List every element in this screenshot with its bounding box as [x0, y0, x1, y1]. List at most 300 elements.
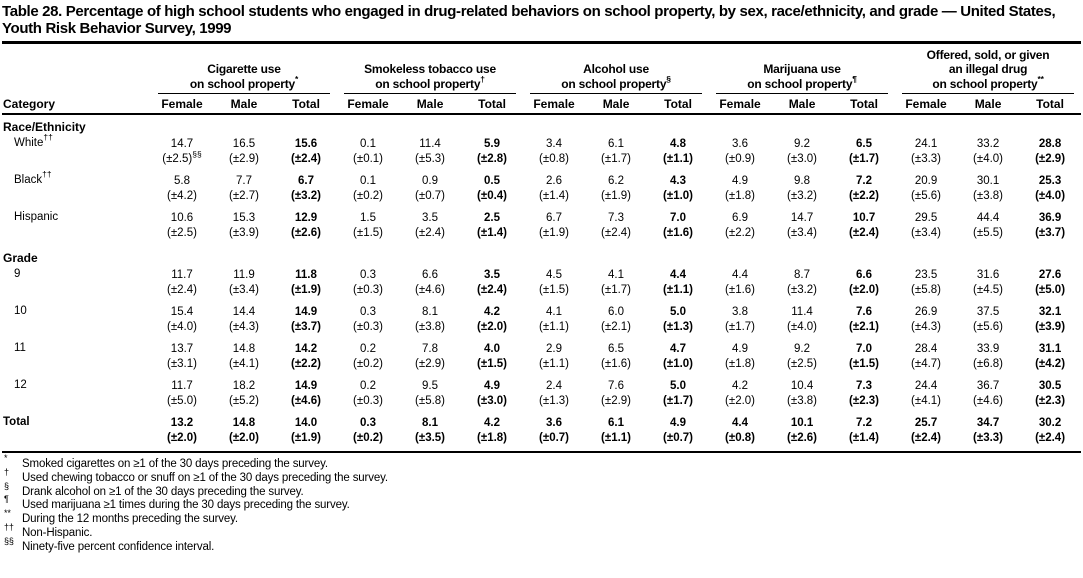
- sex-column-header: Male: [771, 94, 833, 114]
- cell-value: 14.7: [170, 137, 194, 150]
- sex-column-header: Male: [585, 94, 647, 114]
- cell-value: 4.2: [484, 416, 501, 429]
- cell-confidence-interval: (±5.6): [973, 321, 1004, 334]
- cell-confidence-interval: (±2.9): [229, 153, 259, 166]
- group-label-line: on school property**: [932, 73, 1044, 91]
- value-cell: [833, 266, 895, 303]
- cell-confidence-interval: (±2.1): [601, 321, 632, 334]
- value-cell: [709, 135, 771, 172]
- cell-confidence-interval: (±1.7): [849, 153, 880, 166]
- cell-confidence-interval: (±0.8): [725, 432, 756, 445]
- cell-value: 15.4: [170, 305, 194, 318]
- cell-value: 2.5: [484, 211, 501, 224]
- value-cell: [957, 414, 1019, 452]
- value-cell: [771, 303, 833, 340]
- footnote: ¶ Used marijuana ≥1 times during the 30 days preceding the survey.: [4, 494, 350, 512]
- column-group-label: [902, 48, 1074, 94]
- cell-value: 0.3: [360, 305, 377, 318]
- value-cell: [709, 414, 771, 452]
- cell-confidence-interval: (±1.3): [663, 321, 694, 334]
- value-cell: [275, 377, 337, 414]
- footnote: † Used chewing tobacco or snuff on ≥1 of the 30 days preceding the survey.: [4, 466, 388, 484]
- cell-value: 7.8: [422, 342, 439, 355]
- cell-value: 12.9: [294, 211, 318, 224]
- category-column-header: Category: [2, 46, 151, 114]
- value-cell: [275, 266, 337, 303]
- value-cell: [647, 414, 709, 452]
- value-cell: [709, 266, 771, 303]
- value-cell: [337, 303, 399, 340]
- cell-confidence-interval: (±2.0): [229, 432, 259, 445]
- cell-value: 7.0: [856, 342, 873, 355]
- cell-value: 36.9: [1038, 211, 1062, 224]
- row-category: 11: [14, 341, 26, 354]
- footnote: †† Non-Hispanic.: [4, 521, 93, 539]
- column-group-header: [709, 46, 895, 94]
- group-label-line: Marijuana use: [763, 62, 841, 77]
- value-cell: [709, 377, 771, 414]
- cell-confidence-interval: (±2.5): [787, 358, 818, 371]
- cell-value: 10.7: [852, 211, 876, 224]
- value-cell: [399, 340, 461, 377]
- cell-confidence-interval: (±3.0): [477, 395, 508, 408]
- row-category: Hispanic: [14, 210, 59, 223]
- sex-column-header: Male: [213, 94, 275, 114]
- cell-value: 4.2: [732, 379, 749, 392]
- cell-confidence-interval: (±1.6): [725, 284, 756, 297]
- value-cell: [895, 135, 957, 172]
- cell-value: 6.5: [608, 342, 625, 355]
- value-cell: [151, 209, 213, 246]
- cell-confidence-interval: (±2.0): [167, 432, 197, 445]
- value-cell: [337, 266, 399, 303]
- cell-value: 3.6: [732, 137, 749, 150]
- cell-value: 6.7: [546, 211, 563, 224]
- section-heading: Grade: [3, 250, 38, 265]
- value-cell: [337, 377, 399, 414]
- footnote-text: Ninety-five percent confidence interval.: [22, 540, 215, 553]
- sex-column-header: Female: [337, 94, 399, 114]
- value-cell: [771, 377, 833, 414]
- cell-value: 7.6: [608, 379, 625, 392]
- cell-value: 4.4: [732, 268, 749, 281]
- value-cell: [771, 414, 833, 452]
- value-cell: [523, 266, 585, 303]
- value-cell: [151, 414, 213, 452]
- cell-confidence-interval: (±3.9): [1035, 321, 1066, 334]
- group-label-line: on school property*: [189, 73, 299, 91]
- value-cell: [1019, 266, 1081, 303]
- cell-value: 4.7: [670, 342, 687, 355]
- value-cell: [151, 340, 213, 377]
- group-label-line: an illegal drug: [948, 62, 1028, 77]
- cell-value: 4.1: [608, 268, 625, 281]
- cell-confidence-interval: (±2.4): [1035, 432, 1066, 445]
- cell-value: 13.2: [170, 416, 194, 429]
- column-group-header: [895, 46, 1081, 94]
- cell-confidence-interval: (±5.8): [911, 284, 942, 297]
- value-cell: [213, 414, 275, 452]
- value-cell: [461, 266, 523, 303]
- cell-confidence-interval: (±1.6): [601, 358, 632, 371]
- cell-confidence-interval: (±3.2): [291, 190, 321, 203]
- value-cell: [895, 414, 957, 452]
- row-category: Black††: [14, 169, 52, 186]
- cell-confidence-interval: (±1.8): [725, 358, 756, 371]
- table-header: [2, 46, 1081, 114]
- cell-confidence-interval: (±1.7): [725, 321, 756, 334]
- cell-value: 9.2: [794, 137, 811, 150]
- footnote-marker: §: [666, 73, 671, 84]
- cell-confidence-interval: (±2.2): [725, 227, 756, 240]
- cell-value: 27.6: [1038, 268, 1062, 281]
- table-body: [2, 114, 1081, 452]
- value-cell: [399, 172, 461, 209]
- column-group-label: [344, 62, 516, 94]
- cell-value: 33.9: [976, 342, 1000, 355]
- value-cell: [213, 135, 275, 172]
- cell-value: 6.1: [608, 137, 625, 150]
- section-heading: Race/Ethnicity: [3, 119, 86, 134]
- cell-value: 4.9: [484, 379, 501, 392]
- group-label-line: on school property§: [561, 73, 671, 91]
- value-cell: [1019, 377, 1081, 414]
- cell-value: 26.9: [914, 305, 938, 318]
- cell-value: 25.3: [1038, 174, 1062, 187]
- footnote-text: Smoked cigarettes on ≥1 of the 30 days preceding the survey.: [22, 457, 328, 470]
- section-row: [2, 114, 1081, 135]
- table-row: [2, 172, 1081, 209]
- cell-value: 33.2: [976, 137, 1000, 150]
- cell-value: 5.0: [670, 305, 687, 318]
- value-cell: [461, 303, 523, 340]
- cell-value: 24.4: [914, 379, 938, 392]
- value-cell: [275, 135, 337, 172]
- cell-confidence-interval: (±1.8): [725, 190, 756, 203]
- footnote-marker: ††: [42, 169, 52, 180]
- cell-confidence-interval: (±1.4): [477, 227, 508, 240]
- value-cell: [771, 135, 833, 172]
- cell-value: 0.3: [360, 416, 377, 429]
- cell-value: 11.4: [419, 137, 441, 150]
- row-category: 12: [14, 378, 27, 391]
- footnote-marker: **: [1037, 73, 1044, 84]
- cell-confidence-interval: (±1.5): [353, 227, 384, 240]
- cell-confidence-interval: (±1.1): [663, 153, 694, 166]
- table-title: Table 28. Percentage of high school students who engaged in drug-related behaviors on school property, by sex, race/ethnicity, and grade — United States, Youth Risk Behavior Survey, 1999: [2, 3, 1081, 44]
- cell-confidence-interval: (±4.7): [911, 358, 942, 371]
- cell-value: 37.5: [976, 305, 1000, 318]
- cell-confidence-interval: (±0.8): [539, 153, 570, 166]
- value-cell: [833, 377, 895, 414]
- sex-column-header: Total: [461, 94, 523, 114]
- value-cell: [213, 303, 275, 340]
- cell-confidence-interval: (±4.0): [167, 321, 197, 334]
- value-cell: [585, 266, 647, 303]
- cell-confidence-interval: (±2.0): [725, 395, 756, 408]
- cell-value: 5.0: [670, 379, 687, 392]
- column-group-label: [716, 62, 888, 94]
- cell-confidence-interval: (±2.5): [167, 227, 197, 240]
- cell-confidence-interval: (±1.8): [477, 432, 508, 445]
- cell-confidence-interval: (±2.7): [229, 190, 259, 203]
- cell-value: 4.0: [484, 342, 501, 355]
- cell-confidence-interval: (±0.7): [539, 432, 570, 445]
- row-category: Total: [3, 415, 30, 428]
- value-cell: [399, 209, 461, 246]
- cell-value: 7.7: [236, 174, 252, 187]
- cell-confidence-interval: (±4.3): [911, 321, 942, 334]
- cell-value: 8.1: [422, 305, 439, 318]
- section-row: [2, 246, 1081, 266]
- cell-value: 3.8: [732, 305, 749, 318]
- value-cell: [833, 172, 895, 209]
- cell-value: 15.3: [232, 211, 256, 224]
- cell-confidence-interval: (±4.1): [911, 395, 942, 408]
- cell-confidence-interval: (±5.8): [415, 395, 446, 408]
- value-cell: [895, 303, 957, 340]
- value-cell: [399, 266, 461, 303]
- cell-value: 5.8: [174, 174, 190, 187]
- sex-column-header: Male: [957, 94, 1019, 114]
- cell-value: 14.0: [294, 416, 318, 429]
- value-cell: [337, 172, 399, 209]
- value-cell: [647, 209, 709, 246]
- cell-value: 10.1: [790, 416, 814, 429]
- value-cell: [1019, 172, 1081, 209]
- cell-value: 4.4: [670, 268, 687, 281]
- value-cell: [1019, 340, 1081, 377]
- cell-confidence-interval: (±1.0): [663, 190, 694, 203]
- cell-confidence-interval: (±4.0): [787, 321, 818, 334]
- table-row: [2, 303, 1081, 340]
- cell-confidence-interval: (±4.0): [973, 153, 1004, 166]
- cell-confidence-interval: (±2.1): [849, 321, 880, 334]
- cell-confidence-interval: (±4.1): [229, 358, 259, 371]
- cell-value: 18.2: [232, 379, 256, 392]
- cell-value: 31.6: [976, 268, 1000, 281]
- value-cell: [957, 135, 1019, 172]
- cell-value: 44.4: [976, 211, 1000, 224]
- cell-confidence-interval: (±2.4): [601, 227, 632, 240]
- value-cell: [957, 172, 1019, 209]
- cell-confidence-interval: (±1.0): [663, 358, 694, 371]
- cell-confidence-interval: (±0.7): [415, 190, 446, 203]
- value-cell: [895, 377, 957, 414]
- value-cell: [895, 340, 957, 377]
- cell-confidence-interval: (±2.4): [849, 227, 880, 240]
- value-cell: [833, 414, 895, 452]
- cell-confidence-interval: (±4.2): [1035, 358, 1066, 371]
- value-cell: [151, 172, 213, 209]
- cell-confidence-interval: (±2.8): [477, 153, 508, 166]
- cell-confidence-interval: (±6.8): [973, 358, 1004, 371]
- cell-value: 0.1: [360, 174, 377, 187]
- cell-confidence-interval: (±3.8): [973, 190, 1004, 203]
- cell-value: 24.1: [914, 137, 938, 150]
- cell-confidence-interval: (±5.5): [973, 227, 1004, 240]
- value-cell: [771, 266, 833, 303]
- cell-confidence-interval: (±4.2): [167, 190, 197, 203]
- cell-value: 4.3: [670, 174, 687, 187]
- cell-confidence-interval: (±0.3): [353, 321, 384, 334]
- cell-confidence-interval: (±1.1): [601, 432, 632, 445]
- value-cell: [647, 303, 709, 340]
- cell-confidence-interval: (±0.2): [353, 190, 384, 203]
- cell-value: 9.2: [794, 342, 811, 355]
- cell-value: 6.9: [732, 211, 749, 224]
- cell-confidence-interval: (±4.5): [973, 284, 1004, 297]
- cell-value: 13.7: [170, 342, 194, 355]
- value-cell: [647, 340, 709, 377]
- row-category: White††: [14, 132, 53, 149]
- value-cell: [709, 340, 771, 377]
- cell-confidence-interval: (±2.3): [849, 395, 880, 408]
- footnote-marker: ¶: [852, 73, 857, 84]
- cell-value: 7.3: [608, 211, 625, 224]
- value-cell: [895, 266, 957, 303]
- cell-confidence-interval: (±2.4): [911, 432, 942, 445]
- cell-confidence-interval: (±5.0): [167, 395, 197, 408]
- sex-column-header: Male: [399, 94, 461, 114]
- row-category: 9: [14, 267, 21, 280]
- value-cell: [1019, 135, 1081, 172]
- value-cell: [275, 340, 337, 377]
- cell-confidence-interval: (±2.0): [849, 284, 880, 297]
- value-cell: [399, 414, 461, 452]
- column-group-header: [337, 46, 523, 94]
- cell-value: 8.1: [422, 416, 439, 429]
- table-row: [2, 209, 1081, 246]
- cell-value: 10.6: [170, 211, 194, 224]
- cell-value: 7.6: [856, 305, 873, 318]
- cell-value: 7.0: [670, 211, 687, 224]
- value-cell: [585, 377, 647, 414]
- cell-value: 32.1: [1038, 305, 1062, 318]
- cell-value: 36.7: [976, 379, 1000, 392]
- cell-value: 3.6: [546, 416, 563, 429]
- value-cell: [957, 303, 1019, 340]
- cell-value: 3.5: [484, 268, 501, 281]
- cell-value: 14.7: [790, 211, 814, 224]
- value-cell: [399, 377, 461, 414]
- cell-confidence-interval: (±2.6): [787, 432, 818, 445]
- value-cell: [833, 209, 895, 246]
- cell-value: 4.2: [484, 305, 501, 318]
- cell-confidence-interval: (±0.4): [477, 190, 508, 203]
- value-cell: [399, 303, 461, 340]
- footnote-text: Used chewing tobacco or snuff on ≥1 of the 30 days preceding the survey.: [22, 471, 388, 484]
- value-cell: [275, 209, 337, 246]
- cell-confidence-interval: (±2.9): [601, 395, 632, 408]
- cell-confidence-interval: (±2.5)§§: [162, 148, 202, 166]
- cell-confidence-interval: (±3.0): [787, 153, 818, 166]
- sex-column-header: Female: [523, 94, 585, 114]
- cell-value: 10.4: [790, 379, 814, 392]
- cell-confidence-interval: (±0.2): [353, 432, 384, 445]
- value-cell: [461, 377, 523, 414]
- cell-value: 0.5: [484, 174, 501, 187]
- group-label-line: Alcohol use: [583, 62, 649, 77]
- cell-value: 14.4: [232, 305, 256, 318]
- cell-confidence-interval: (±2.3): [1035, 395, 1066, 408]
- value-cell: [213, 377, 275, 414]
- cell-value: 11.4: [791, 305, 813, 318]
- cell-value: 9.5: [422, 379, 439, 392]
- value-cell: [771, 209, 833, 246]
- cell-confidence-interval: (±4.6): [415, 284, 446, 297]
- table-row: [2, 377, 1081, 414]
- cell-confidence-interval: (±2.2): [291, 358, 321, 371]
- cell-value: 9.8: [794, 174, 811, 187]
- value-cell: [523, 377, 585, 414]
- footnote-text: Used marijuana ≥1 times during the 30 days preceding the survey.: [22, 499, 350, 512]
- value-cell: [461, 135, 523, 172]
- cell-confidence-interval: (±1.9): [291, 432, 321, 445]
- cell-value: 4.4: [732, 416, 749, 429]
- value-cell: [647, 135, 709, 172]
- cell-confidence-interval: (±1.6): [663, 227, 694, 240]
- cell-value: 4.9: [670, 416, 687, 429]
- cell-confidence-interval: (±2.4): [477, 284, 508, 297]
- footnote: §§ Ninety-five percent confidence interval.: [4, 535, 215, 553]
- group-label-line: Smokeless tobacco use: [364, 62, 496, 77]
- cell-value: 6.2: [608, 174, 625, 187]
- value-cell: [151, 135, 213, 172]
- cell-confidence-interval: (±1.1): [539, 358, 570, 371]
- cell-confidence-interval: (±3.3): [973, 432, 1004, 445]
- cell-confidence-interval: (±3.8): [787, 395, 818, 408]
- value-cell: [523, 303, 585, 340]
- cell-confidence-interval: (±4.0): [1035, 190, 1066, 203]
- cell-value: 11.7: [171, 268, 193, 281]
- value-cell: [709, 172, 771, 209]
- cell-value: 7.3: [856, 379, 873, 392]
- value-cell: [1019, 414, 1081, 452]
- data-table: [2, 46, 1081, 453]
- cell-value: 4.9: [732, 342, 749, 355]
- value-cell: [585, 414, 647, 452]
- cell-confidence-interval: (±2.4): [291, 153, 321, 166]
- cell-confidence-interval: (±3.7): [1035, 227, 1066, 240]
- group-label-line: on school property¶: [747, 73, 857, 91]
- cell-value: 0.2: [360, 342, 377, 355]
- cell-value: 7.2: [856, 174, 873, 187]
- cell-value: 20.9: [914, 174, 938, 187]
- cell-confidence-interval: (±2.9): [1035, 153, 1066, 166]
- cell-confidence-interval: (±1.4): [539, 190, 570, 203]
- cell-confidence-interval: (±5.0): [1035, 284, 1066, 297]
- group-label-line: on school property†: [375, 73, 485, 91]
- footnote-marker: ††: [43, 132, 53, 143]
- value-cell: [957, 340, 1019, 377]
- cell-confidence-interval: (±2.2): [849, 190, 880, 203]
- value-cell: [895, 172, 957, 209]
- value-cell: [337, 414, 399, 452]
- cell-value: 6.5: [856, 137, 873, 150]
- cell-value: 15.6: [294, 137, 318, 150]
- sex-column-header: Total: [833, 94, 895, 114]
- cell-value: 23.5: [914, 268, 938, 281]
- cell-value: 7.2: [856, 416, 873, 429]
- sex-column-header: Female: [151, 94, 213, 114]
- cell-value: 14.9: [294, 379, 318, 392]
- cell-confidence-interval: (±2.4): [167, 284, 197, 297]
- value-cell: [833, 135, 895, 172]
- group-label-line: Offered, sold, or given: [926, 47, 1050, 62]
- footnote-text: Drank alcohol on ≥1 of the 30 days preceding the survey.: [22, 485, 304, 498]
- value-cell: [585, 135, 647, 172]
